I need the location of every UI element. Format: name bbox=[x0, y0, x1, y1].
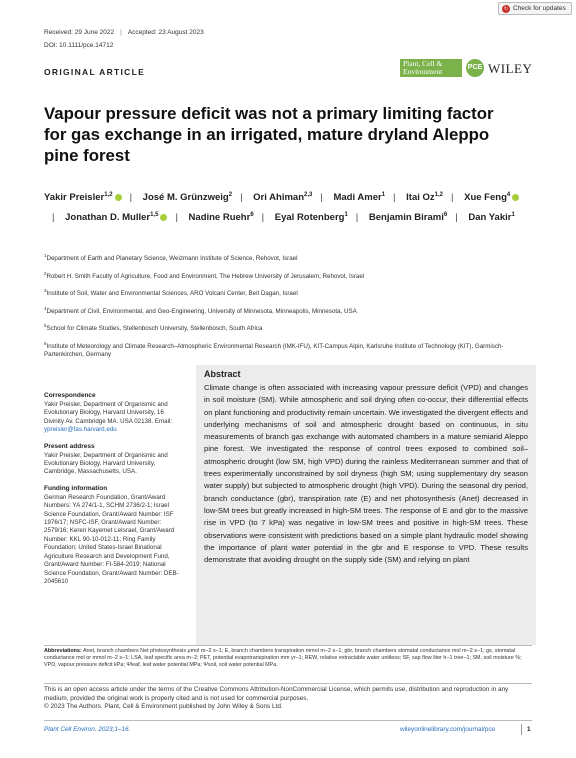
separator: | bbox=[120, 29, 122, 36]
affiliation bbox=[44, 305, 534, 316]
author-affiliation-sup: 1 bbox=[381, 191, 386, 198]
author-separator: | bbox=[455, 212, 458, 223]
affiliation-list bbox=[44, 252, 534, 365]
author[interactable] bbox=[406, 192, 443, 203]
author-separator: | bbox=[261, 212, 265, 223]
author-name: Jonathan D. Muller bbox=[65, 212, 151, 223]
publisher-logo: WILEY bbox=[488, 61, 533, 76]
abbreviations-text: Anet, branch chambers Net photosynthesis μmol m−2 s−1; E, branch chambers transpiration mmol m−2 s−1; gbr, branch chambers stomatal conductance mol m−2 s−1; gs, stomatal conductance mol or mmol m−2 s−1; LSA, leaf specific area m−2; PET, potential evapotranspiration mm yr−1; REW, relative extractable water unitless; SF, sap flow liter h−1 tree−1; SM, soil moisture %; VPD, vapour pressure deficit kPa; Ψleaf, leaf water potential MPa; Ψsoil, soil water potential MPa. bbox=[44, 648, 522, 669]
affiliation bbox=[44, 252, 534, 263]
author-name: Ori Ahiman bbox=[253, 192, 305, 203]
author-affiliation-sup: 6 bbox=[250, 211, 254, 218]
author[interactable] bbox=[468, 212, 514, 223]
author[interactable] bbox=[464, 192, 519, 203]
affiliation-number: 3 bbox=[44, 288, 47, 294]
author[interactable] bbox=[44, 192, 122, 203]
pce-logo: PCE bbox=[466, 59, 484, 77]
received-date: Received: 29 June 2022 bbox=[44, 29, 115, 36]
author-name: Benjamin Birami bbox=[368, 212, 444, 223]
refresh-icon: ↻ bbox=[503, 5, 509, 12]
license-notice bbox=[44, 686, 532, 712]
doi[interactable]: DOI: 10.1111/pce.14712 bbox=[44, 42, 114, 49]
article-dates bbox=[44, 29, 204, 36]
author-name: Nadine Ruehr bbox=[188, 212, 251, 223]
affiliation-text: Department of Earth and Planetary Science, Weizmann Institute of Science, Rehovot, Israel bbox=[46, 255, 298, 263]
author-affiliation-sup: 2 bbox=[228, 191, 233, 198]
license-text: This is an open access article under the terms of the Creative Commons Attribution-NonCommercial License, which permits use, distribution and reproduction in any medium, provided the original work is properly cited and is not used for commercial purposes. bbox=[44, 686, 509, 702]
orcid-icon[interactable] bbox=[115, 194, 122, 201]
author[interactable] bbox=[275, 212, 348, 223]
author-affiliation-sup: 1 bbox=[344, 211, 348, 218]
affiliation-text: Department of Civil, Environmental, and Geo-Engineering, University of Minnesota, Minneapolis, Minnesota, USA bbox=[46, 307, 357, 315]
correspondence-text bbox=[44, 401, 184, 435]
author-affiliation-sup: 2,3 bbox=[304, 191, 313, 198]
abbreviations-label: Abbreviations: bbox=[44, 648, 82, 654]
article-sidebar bbox=[44, 392, 184, 594]
orcid-icon[interactable] bbox=[512, 194, 519, 201]
abstract-text: Climate change is often associated with increasing vapour pressure deficit (VPD) and changes in soil moisture (SM). While atmospheric and soil drying often co-occur, their differential effects on plant functioning and productivity remain uncertain. We investigated the divergent effects and underlying mechanisms of soil and atmospheric drought based on continuous, in situ measurements of branch gas exchange with automated chambers in a mature semiarid Aleppo pine forest. We investigated the response of control trees exposed to combined soil–atmospheric drought (low SM, high VPD) during the rainless Mediterranean summer and that of trees experimentally unconstrained by soil dryness (high SM; using supplementary dry season water supply) but subjected to atmospheric drought (high VPD). During the seasonal dry period, branch conductance (gbr), transpiration rate (E) and net photosynthesis (Anet) decreased in low-SM trees but greatly increased in high-SM trees. The response of E and gbr to the massive rise in VPD (to 7 kPa) was negative in low-SM trees and positive in high-SM trees. These observations were consistent with predictions based on a simple plant hydraulic model showing the importance of plant water potential in the gbr and E response to VPD. These results demonstrate that avoiding drought on the supply side (SM) and relying on plant bbox=[204, 383, 528, 565]
author-separator: | bbox=[355, 212, 359, 223]
journal-logo-line1: Plant, Cell & bbox=[403, 59, 443, 68]
present-address-text: Yakir Preisler, Department of Organismic and Evolutionary Biology, Harvard University, Cambridge, Massachusetts, USA. bbox=[44, 451, 168, 476]
journal-url-link[interactable]: wileyonlinelibrary.com/journal/pce bbox=[400, 726, 496, 733]
affiliation bbox=[44, 340, 534, 359]
author-name: José M. Grünzweig bbox=[142, 192, 229, 203]
author[interactable] bbox=[189, 212, 254, 223]
author-name: Eyal Rotenberg bbox=[274, 212, 345, 223]
check-for-updates-label: Check for updates bbox=[513, 5, 566, 12]
orcid-icon[interactable] bbox=[160, 214, 167, 221]
author[interactable] bbox=[65, 212, 167, 223]
author-separator: | bbox=[240, 192, 243, 203]
divider bbox=[44, 683, 532, 684]
copyright-text: © 2023 The Authors. Plant, Cell & Environment published by John Wiley & Sons Ltd. bbox=[44, 703, 283, 711]
citation: Plant Cell Environ. 2023;1–16. bbox=[44, 726, 131, 733]
correspondence-heading: Correspondence bbox=[44, 392, 96, 399]
author-list bbox=[44, 188, 534, 228]
author-separator: | bbox=[320, 192, 323, 203]
affiliation-text: School for Climate Studies, Stellenbosch University, Stellenbosch, South Africa bbox=[46, 325, 263, 333]
funding-heading: Funding information bbox=[44, 484, 108, 492]
page-number: 1 bbox=[527, 726, 531, 733]
journal-logo bbox=[400, 59, 462, 77]
author[interactable] bbox=[143, 192, 232, 203]
journal-logo-line2: Environment bbox=[403, 67, 443, 76]
affiliation-number: 4 bbox=[44, 305, 47, 311]
author-affiliation-sup: 1,2 bbox=[434, 191, 444, 198]
author[interactable] bbox=[253, 192, 312, 203]
affiliation bbox=[44, 287, 534, 298]
affiliation-text: Institute of Meteorology and Climate Research–Atmospheric Environmental Research (IMK-IFU), KIT-Campus Alpin, Karlsruhe Institute of Technology (KIT), Garmisch-Partenkirchen, Germany bbox=[44, 342, 504, 358]
article-type: ORIGINAL ARTICLE bbox=[44, 67, 146, 77]
affiliation-text: Institute of Soil, Water and Environmental Sciences, ARO Volcani Center, Beit Dagan, Israel bbox=[46, 290, 298, 298]
abstract-heading: Abstract bbox=[204, 369, 241, 379]
affiliation bbox=[44, 270, 534, 281]
affiliation-number: 6 bbox=[44, 340, 47, 346]
author-separator: | bbox=[129, 192, 133, 203]
author[interactable] bbox=[333, 192, 385, 203]
article-title: Vapour pressure deficit was not a primary limiting factor for gas exchange in an irrigated, mature dryland Aleppo pine forest bbox=[44, 104, 494, 165]
divider bbox=[44, 645, 532, 646]
author-affiliation-sup: 1,5 bbox=[150, 211, 159, 218]
author-name: Yakir Preisler bbox=[44, 192, 105, 203]
author-name: Dan Yakir bbox=[468, 212, 512, 223]
affiliation-number: 2 bbox=[44, 270, 47, 276]
affiliation-text: Robert H. Smith Faculty of Agriculture, Food and Environment, The Hebrew University of Jerusalem, Rehovot, Israel bbox=[46, 272, 365, 280]
author[interactable] bbox=[369, 212, 447, 223]
accepted-date: Accepted: 23 August 2023 bbox=[127, 29, 204, 36]
author-name: Madi Amer bbox=[333, 192, 382, 203]
divider bbox=[521, 724, 522, 735]
author-affiliation-sup: 4 bbox=[506, 191, 511, 198]
affiliation-number: 5 bbox=[44, 323, 47, 329]
author-affiliation-sup: 6 bbox=[443, 211, 448, 218]
author-name: Xue Feng bbox=[464, 192, 507, 203]
author-separator: | bbox=[393, 192, 396, 203]
author-separator: | bbox=[451, 192, 454, 203]
abbreviations bbox=[44, 648, 532, 670]
present-address-heading: Present address bbox=[44, 442, 95, 450]
author-separator: | bbox=[175, 212, 178, 223]
author-separator: | bbox=[52, 212, 55, 223]
funding-text: German Research Foundation, Grant/Award Numbers: YA 274/1-1, SCHM 2736/2-1; Israel Science Foundation, Grant/Award Number: ISF 1976/17; NSFC-ISF, Grant/Award Number: 2579/16; Keren Kayemet LeIsrael, Grant/Award Number: KKL 90-10-012-11; Ring Family Foundation; United States-Israel Binational Agriculture Research and Development Fund, Grant/Award Number: FI-584-2019; National Science Foundation, Grant/Award Number: DEB-2045610 bbox=[44, 493, 179, 585]
author-name: Itai Oz bbox=[406, 192, 435, 203]
affiliation bbox=[44, 322, 534, 333]
author-affiliation-sup: 1 bbox=[511, 211, 515, 218]
affiliation-number: 1 bbox=[44, 253, 47, 258]
email-link[interactable]: ypreisler@fas.harvard.edu bbox=[44, 426, 117, 434]
divider bbox=[44, 720, 532, 721]
author-affiliation-sup: 1,2 bbox=[104, 191, 113, 198]
correspondence-address: Yakir Preisler, Department of Organismic and Evolutionary Biology, Harvard University, 16 Divinity Av. Cambridge MA. USA 02138. bbox=[44, 401, 168, 425]
check-for-updates-button[interactable] bbox=[498, 2, 572, 15]
email-label: Email: bbox=[154, 417, 173, 425]
